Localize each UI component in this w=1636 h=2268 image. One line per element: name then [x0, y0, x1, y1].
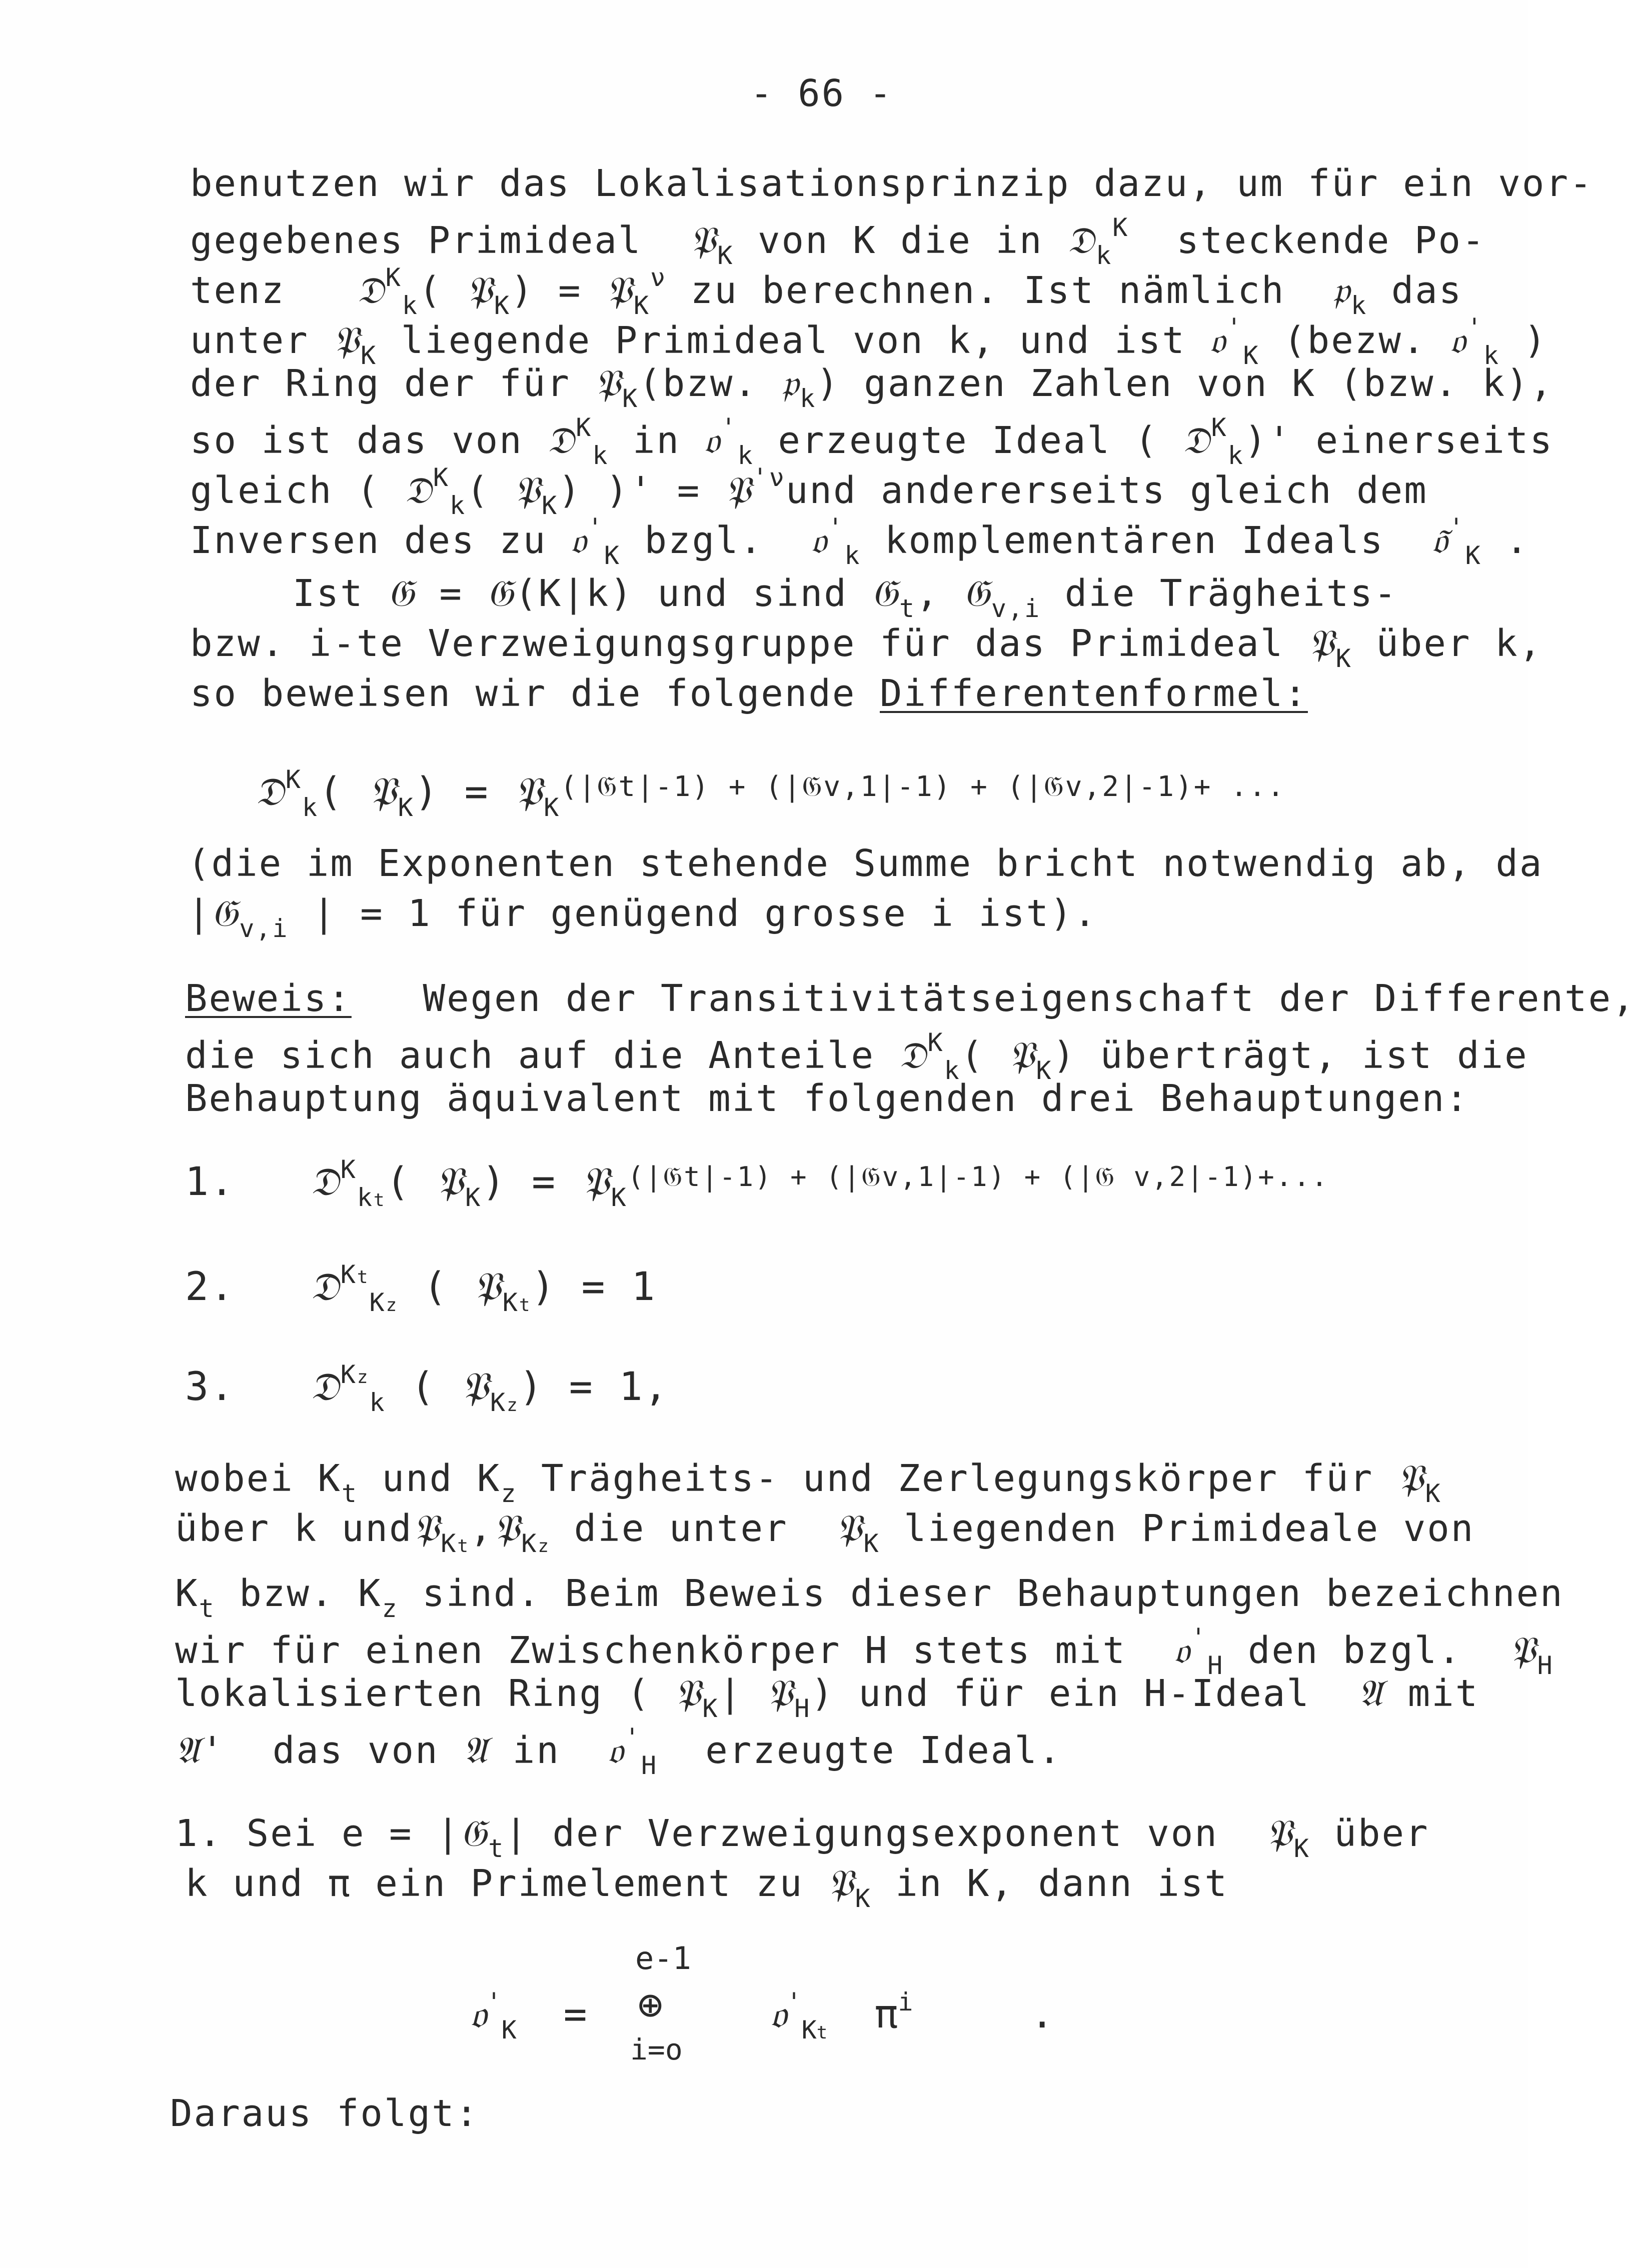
sum-term: 𝔬'$_{Kt}$ $\pi^i$ .: [770, 1988, 1054, 2044]
para1-line6: so ist das von 𝔇$^K_k$ in 𝔬'$_k$ erzeugte Ideal ( 𝔇$^K_k$)' einerseits: [190, 413, 1554, 470]
para4-line2: über k und𝔓$_{Kt}$,𝔓$_{Kz}$ die unter 𝔓$_K$ liegenden Primideale von: [175, 1507, 1475, 1558]
para3-line1: (die im Exponenten stehende Summe bricht notwendig ab, da: [188, 842, 1543, 885]
para5-line2: k und π ein Primelement zu 𝔓$_K$ in K, dann ist: [185, 1862, 1229, 1913]
para4-line1: wobei $K_t$ und $K_z$ Trägheits- und Zerlegungskörper für 𝔓$_K$: [175, 1457, 1442, 1508]
direct-sum-formula: [470, 1940, 1070, 2070]
claim-1-number: 1.: [185, 1160, 235, 1204]
sum-lower-limit: i=o: [630, 2032, 683, 2066]
beweis-line3: Behauptung äquivalent mit folgenden drei Behauptungen:: [185, 1077, 1469, 1120]
beweis-line2: die sich auch auf die Anteile 𝔇$^K_k$( 𝔓$_K$) überträgt, ist die: [185, 1028, 1528, 1085]
closing-line: Daraus folgt:: [170, 2092, 480, 2135]
para1-line8: Inversen des zu 𝔬'$_K$ bzgl. 𝔬'$_k$ komplementären Ideals $𝔬̃'_K$ .: [190, 513, 1529, 570]
page-number: - 66 -: [750, 72, 893, 115]
para2-line3: so beweisen wir die folgende Differentenformel:: [190, 672, 1308, 715]
para4-line3: $K_t$ bzw. $K_z$ sind. Beim Beweis dieser Behauptungen bezeichnen: [175, 1572, 1564, 1623]
sum-lhs: 𝔬'$_K$ =: [470, 1988, 587, 2044]
para4-line4: wir für einen Zwischenkörper H stets mit 𝔬'$_H$ den bzgl. 𝔓$_H$: [175, 1623, 1554, 1680]
para1-line2: gegebenes Primideal 𝔓$_K$ von K die in 𝔇$_k^K$ steckende Po-: [190, 213, 1486, 270]
para1-line4: unter 𝔓$_K$ liegende Primideal von k, und ist 𝔬'$_K$ (bezw. 𝔬'$_k$ ): [190, 313, 1548, 370]
para1-line5: der Ring der für 𝔓$_K$(bzw. 𝔭$_k$) ganzen Zahlen von K (bzw. k),: [190, 362, 1554, 413]
para4-line5: lokalisierten Ring ( 𝔓$_K$| 𝔓$_H$) und für ein H-Ideal 𝔄 mit: [175, 1672, 1479, 1723]
claim-3-number: 3.: [185, 1364, 235, 1410]
para1-line7: gleich ( 𝔇$^K_k$( 𝔓$_K$) )' = 𝔓$^{'\nu}$und andererseits gleich dem: [190, 463, 1428, 520]
para1-line1: benutzen wir das Lokalisationsprinzip dazu, um für ein vor-: [190, 162, 1593, 205]
para2-line2: bzw. i-te Verzweigungsgruppe für das Primideal 𝔓$_K$ über k,: [190, 622, 1543, 673]
claim-2: 2. 𝔇$^{Kt}_{Kz}$ ( 𝔓$_{Kt}$) = 1: [185, 1260, 657, 1317]
para2-line1: Ist 𝔊 = 𝔊(K|k) und sind 𝔊$_t$, 𝔊$_{v,i}$ die Trägheits-: [293, 572, 1398, 623]
para5-line1: 1. Sei e = |𝔊$_t$| der Verzweigungsexponent von 𝔓$_K$ über: [175, 1812, 1429, 1863]
claim-2-number: 2.: [185, 1264, 235, 1310]
para1-line3: tenz 𝔇$^K_k$( 𝔓$_K$) = 𝔓$_K^\nu$ zu berechnen. Ist nämlich 𝔭$_k$ das: [190, 263, 1463, 320]
beweis-label: Beweis:: [185, 977, 352, 1020]
sum-upper-limit: e-1: [635, 1940, 691, 1976]
para3-line2: |𝔊$_{v,i}$ | = 1 für genügend grosse i ist).: [188, 892, 1098, 943]
differentenformel-equation: 𝔇$^K_k$( 𝔓$_K$) = 𝔓$_K^{(|𝔊t|-1) + (|𝔊v,1|-1) + (|𝔊v,2|-1)+ ...}$: [255, 765, 1286, 822]
differentenformel-term: Differentenformel:: [880, 672, 1308, 715]
claim-3: 3. 𝔇$^{Kz}_k$ ( 𝔓$_{Kz}$) = 1,: [185, 1360, 669, 1417]
claim-1: 1. 𝔇$^K_{kt}$( 𝔓$_K$) = 𝔓$_K^{(|𝔊t|-1) + (|𝔊v,1|-1) + (|𝔊 v,2|-1)+...}$: [185, 1155, 1329, 1212]
para4-line6: 𝔄' das von 𝔄 in 𝔬'$_H$ erzeugte Ideal.: [175, 1723, 1062, 1780]
beweis-line1: Beweis: Wegen der Transitivitätseigenschaft der Differente,: [185, 977, 1636, 1020]
direct-sum-symbol: ⊕: [638, 1980, 663, 2029]
